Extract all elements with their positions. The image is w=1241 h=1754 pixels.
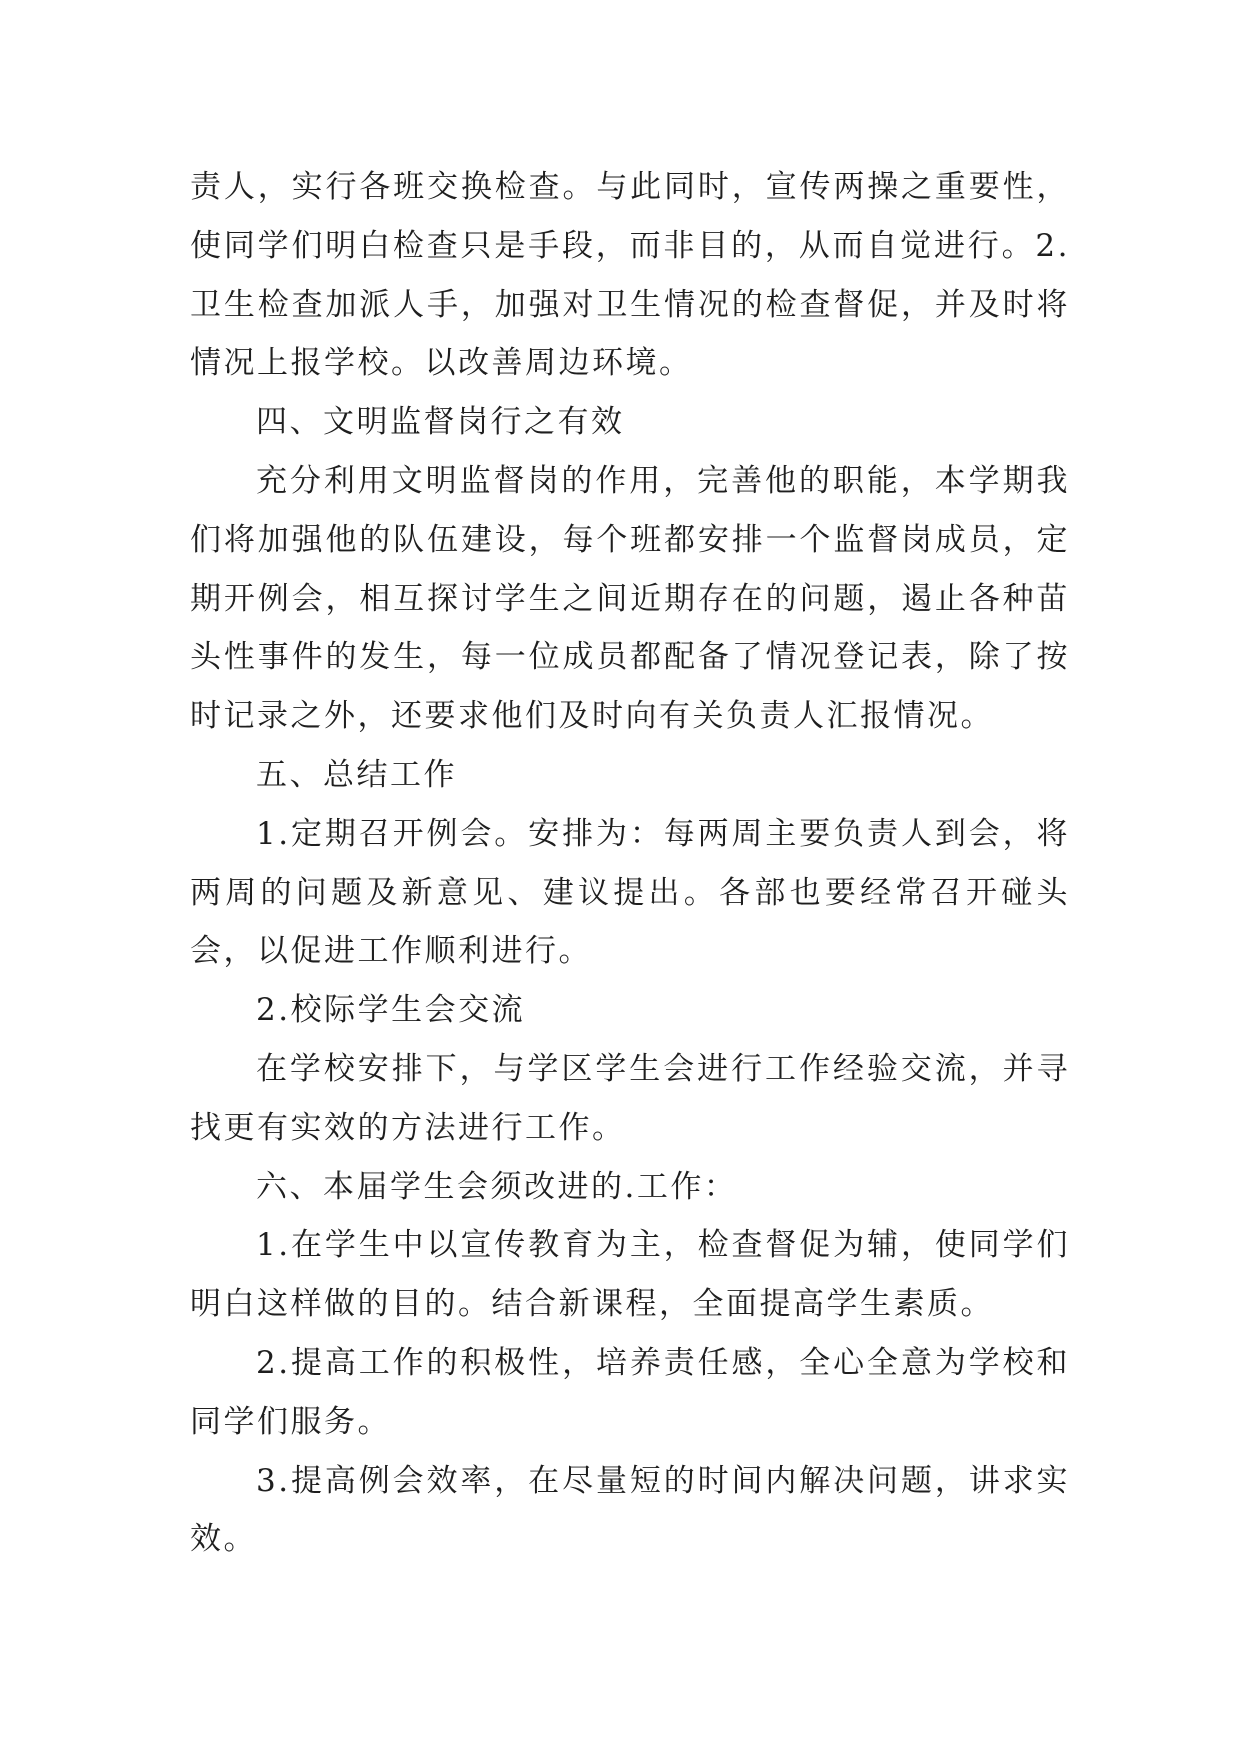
paragraph-supervision: 充分利用文明监督岗的作用，完善他的职能，本学期我们将加强他的队伍建设，每个班都安排一个监督岗成员，定期开例会，相互探讨学生之间近期存在的问题，遏止各种苗头性事件的发生，每一位成员都配备了情况登记表，除了按时记录之外，还要求他们及时向有关负责人汇报情况。	[190, 462, 1070, 735]
section-heading-4: 四、文明监督岗行之有效	[256, 404, 625, 441]
list-item-3: 3.提高例会效率，在尽量短的时间内解决问题，讲求实效。	[190, 1462, 1070, 1558]
subheading-exchange: 2.校际学生会交流	[256, 992, 526, 1029]
list-item-2: 2.提高工作的积极性，培养责任感，全心全意为学校和同学们服务。	[190, 1344, 1070, 1440]
paragraph-exchange: 在学校安排下，与学区学生会进行工作经验交流，并寻找更有实效的方法进行工作。	[190, 1050, 1070, 1146]
list-item-1: 1.在学生中以宣传教育为主，检查督促为辅，使同学们明白这样做的目的。结合新课程，全面提高学生素质。	[190, 1227, 1070, 1323]
section-heading-5: 五、总结工作	[256, 756, 457, 793]
section-heading-6: 六、本届学生会须改进的.工作：	[256, 1168, 738, 1205]
document-body	[190, 158, 1070, 1569]
paragraph-continued: 责人，实行各班交换检查。与此同时，宣传两操之重要性，使同学们明白检查只是手段，而非目的，从而自觉进行。2.卫生检查加派人手，加强对卫生情况的检查督促，并及时将情况上报学校。以改善周边环境。	[190, 169, 1070, 382]
paragraph-meetings: 1.定期召开例会。安排为：每两周主要负责人到会，将两周的问题及新意见、建议提出。各部也要经常召开碰头会，以促进工作顺利进行。	[190, 815, 1070, 970]
